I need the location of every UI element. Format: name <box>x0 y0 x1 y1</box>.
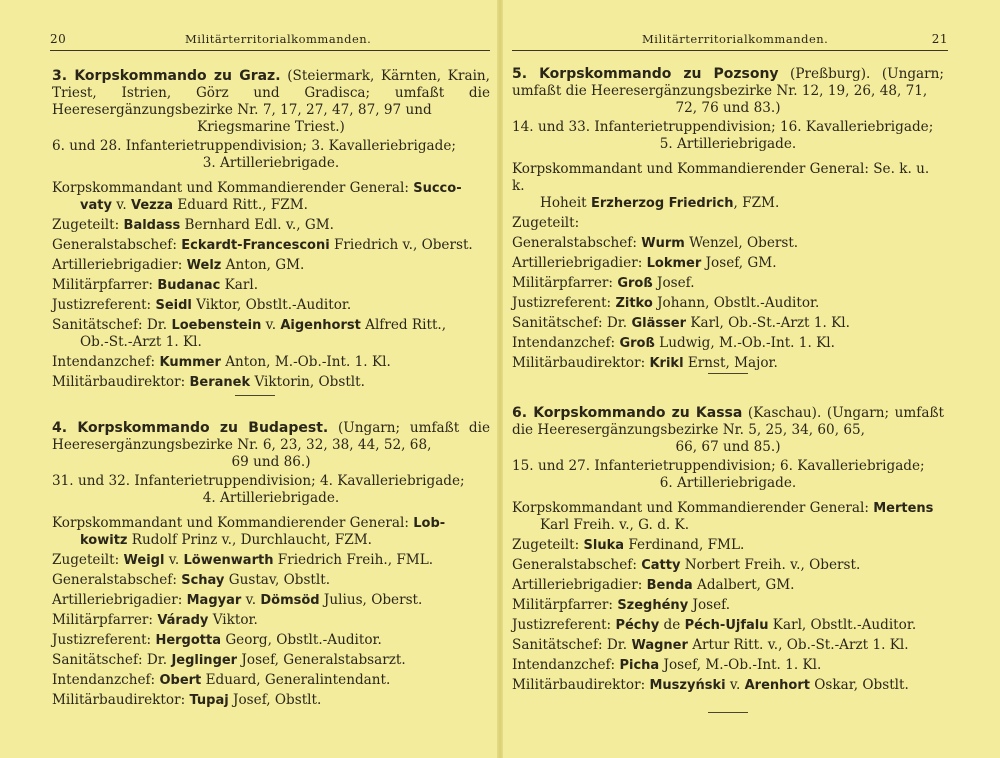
entry-name: Schay <box>181 573 225 588</box>
staff-entry <box>52 632 490 649</box>
staff-entry <box>52 237 490 254</box>
entry-name-second: Péch-Ujfalu <box>684 618 769 633</box>
staff-entry <box>512 617 944 634</box>
staff-entry <box>512 537 944 554</box>
entry-label: Artilleriebrigadier: <box>512 255 643 271</box>
entry-continuation: Ob.-St.-Arzt 1. Kl. <box>80 334 202 350</box>
commander-name: Lob- <box>413 516 446 531</box>
commander-name-part: vaty <box>80 198 112 213</box>
entry-detail: Artur Ritt. v., Ob.-St.-Arzt 1. Kl. <box>687 637 909 653</box>
commander <box>52 515 490 549</box>
commander-name: Mertens <box>873 501 934 516</box>
entry-detail-second: Oskar, Obstlt. <box>809 677 909 693</box>
commander-name: Succo- <box>413 181 462 196</box>
divisions: 14. und 33. Infanterietruppendivision; 16. Kavalleriebrigade; <box>512 119 934 135</box>
commander-line2 <box>52 197 308 213</box>
entry-name: Glässer <box>631 316 687 331</box>
staff-entry <box>52 257 490 274</box>
running-header: Militärterritorialkommanden. <box>185 32 372 46</box>
entry-detail: Georg, Obstlt.-Auditor. <box>221 632 382 648</box>
entry-detail: Josef. <box>688 597 731 613</box>
entry-detail-second: Friedrich Freih., FML. <box>273 552 434 568</box>
entry-label: Zugeteilt: <box>512 215 580 231</box>
section-title <box>52 420 490 454</box>
entry-label: Militärpfarrer: <box>512 275 613 291</box>
commander <box>52 180 490 214</box>
entry-detail: Anton, M.-Ob.-Int. 1. Kl. <box>220 354 391 370</box>
entry-label: Intendanzchef: <box>52 672 156 688</box>
section-graz <box>52 68 490 391</box>
staff-entry <box>512 215 944 232</box>
entry-detail: Ludwig, M.-Ob.-Int. 1. Kl. <box>654 335 835 351</box>
staff-entry <box>512 577 944 594</box>
entry-label: Sanitätschef: Dr. <box>512 315 628 331</box>
entry-name-second: Dömsöd <box>260 593 320 608</box>
section-title <box>52 68 490 119</box>
staff-entry <box>512 335 944 352</box>
section-heading: 6. Korpskommando zu Kassa <box>512 405 743 421</box>
entry-name: Hergotta <box>155 633 221 648</box>
staff-entry <box>52 297 490 314</box>
staff-entry <box>52 572 490 589</box>
entry-detail: Viktor, Obstlt.-Auditor. <box>191 297 352 313</box>
entry-detail: Karl, Ob.-St.-Arzt 1. Kl. <box>686 315 850 331</box>
entry-name: Picha <box>619 658 660 673</box>
entry-label: Intendanzchef: <box>512 657 616 673</box>
entry-detail: de <box>659 617 685 633</box>
commander-name: Erzherzog Friedrich <box>590 196 734 211</box>
entry-name: Kummer <box>159 355 221 370</box>
entry-label: Sanitätschef: Dr. <box>512 637 628 653</box>
staff-entry <box>52 652 490 669</box>
entry-label: Generalstabschef: <box>52 572 177 588</box>
section-description: (Steiermark, Kärnten, Krain, Triest, Istrien, Görz und Gradisca; umfaßt die Heeresergänzungsbezirke Nr. 7, 17, 27, 47, 87, 97 und <box>52 68 490 118</box>
entry-name: Szeghény <box>617 598 689 613</box>
commander-name-part: kowitz <box>80 533 128 548</box>
right-page-header <box>512 32 948 51</box>
staff-entry <box>512 255 944 272</box>
staff-entry <box>52 672 490 689</box>
entry-detail: Ferdinand, FML. <box>624 537 745 553</box>
entry-name: Eckardt-Francesconi <box>181 238 330 253</box>
commander-label: Korpskommandant und Kommandierender General: Se. k. u. k. <box>512 161 930 194</box>
commander-name-mid: v. <box>111 197 131 213</box>
section-description: (Ungarn; umfaßt die Heeresergänzungsbezirke Nr. 6, 23, 32, 38, 44, 52, 68, <box>52 420 490 453</box>
entry-name: Beranek <box>189 375 251 390</box>
entry-detail: Anton, GM. <box>221 257 305 273</box>
staff-entry <box>512 315 944 332</box>
staff-entry <box>512 235 944 252</box>
entry-label: Artilleriebrigadier: <box>52 257 183 273</box>
entry-label: Artilleriebrigadier: <box>512 577 643 593</box>
entry-detail: v. <box>164 552 184 568</box>
entry-detail: Josef. <box>652 275 695 291</box>
entry-detail: Viktorin, Obstlt. <box>250 374 365 390</box>
section-title-end: Kriegsmarine Triest.) <box>197 119 345 135</box>
entry-name-second: Aigenhorst <box>280 318 361 333</box>
entry-detail: Viktor. <box>208 612 258 628</box>
staff-entry <box>512 295 944 312</box>
divisions: 31. und 32. Infanterietruppendivision; 4. Kavalleriebrigade; <box>52 473 465 489</box>
entry-label: Militärpfarrer: <box>52 277 153 293</box>
section-heading: 4. Korpskommando zu Budapest. <box>52 420 329 436</box>
section-title-end: 66, 67 und 85.) <box>675 439 781 455</box>
section-kassa <box>512 405 944 694</box>
entries-list <box>52 217 490 391</box>
commander-line2: Karl Freih. v., G. d. K. <box>540 517 690 533</box>
section-description: (Kaschau). (Ungarn; umfaßt die Heeresergänzungsbezirke Nr. 5, 25, 34, 60, 65, <box>512 405 944 438</box>
entry-name-second: Arenhort <box>744 678 810 693</box>
section-heading: 5. Korpskommando zu Pozsony <box>512 66 779 82</box>
left-page-header <box>50 32 490 51</box>
staff-entry <box>52 552 490 569</box>
entry-name: Jeglinger <box>171 653 238 668</box>
entry-detail-second: Julius, Oberst. <box>319 592 423 608</box>
section-description: (Preßburg). (Ungarn; umfaßt die Heeresergänzungsbezirke Nr. 12, 19, 26, 48, 71, <box>512 66 944 99</box>
divisions: 15. und 27. Infanterietruppendivision; 6. Kavalleriebrigade; <box>512 458 925 474</box>
entry-name: Sluka <box>583 538 625 553</box>
entry-label: Militärbaudirektor: <box>52 692 186 708</box>
entry-name: Budanac <box>157 278 221 293</box>
section-heading: 3. Korpskommando zu Graz. <box>52 68 281 84</box>
staff-entry <box>512 637 944 654</box>
staff-entry <box>52 317 490 351</box>
entry-detail-second: Karl, Obstlt.-Auditor. <box>768 617 917 633</box>
entry-label: Militärbaudirektor: <box>512 677 646 693</box>
entry-label: Sanitätschef: Dr. <box>52 317 168 333</box>
section-budapest <box>52 420 490 709</box>
staff-entry <box>512 677 944 694</box>
entry-label: Intendanzchef: <box>52 354 156 370</box>
entry-name: Muszyński <box>649 678 726 693</box>
entry-name: Groß <box>617 276 653 291</box>
entries-list <box>52 552 490 709</box>
staff-entry <box>52 277 490 294</box>
entry-label: Generalstabschef: <box>512 235 637 251</box>
entry-name: Loebenstein <box>171 318 262 333</box>
staff-entry <box>52 692 490 709</box>
staff-entry <box>512 557 944 574</box>
staff-entry <box>512 275 944 292</box>
entry-label: Zugeteilt: <box>512 537 580 553</box>
commander-line2 <box>52 532 372 548</box>
entry-label: Zugeteilt: <box>52 552 120 568</box>
entry-name: Welz <box>186 258 222 273</box>
section-title-end: 69 und 86.) <box>231 454 311 470</box>
entry-label: Artilleriebrigadier: <box>52 592 183 608</box>
entry-detail: Friedrich v., Oberst. <box>329 237 473 253</box>
section-divider <box>235 395 275 396</box>
commander <box>512 161 944 212</box>
section-title <box>512 405 944 439</box>
entry-label: Generalstabschef: <box>512 557 637 573</box>
section-title <box>512 66 944 100</box>
entry-name: Obert <box>159 673 202 688</box>
entry-detail: v. <box>725 677 745 693</box>
staff-entry <box>52 612 490 629</box>
entry-label: Militärpfarrer: <box>512 597 613 613</box>
entry-label: Militärpfarrer: <box>52 612 153 628</box>
entry-name-second: Löwenwarth <box>183 553 274 568</box>
entry-name: Wagner <box>631 638 688 653</box>
entry-label: Generalstabschef: <box>52 237 177 253</box>
entry-detail: Karl. <box>220 277 259 293</box>
section-pozsony <box>512 66 944 372</box>
entry-detail: Josef, M.-Ob.-Int. 1. Kl. <box>659 657 822 673</box>
entry-label: Militärbaudirektor: <box>512 355 646 371</box>
entry-name: Magyar <box>186 593 242 608</box>
entry-name: Várady <box>157 613 209 628</box>
entry-label: Justizreferent: <box>512 617 612 633</box>
commander-name-part2: Vezza <box>130 198 174 213</box>
entry-detail: Norbert Freih. v., Oberst. <box>680 557 861 573</box>
entries-list <box>512 537 944 694</box>
entry-label: Justizreferent: <box>52 297 152 313</box>
entry-name: Tupaj <box>189 693 229 708</box>
entry-detail: v. <box>261 317 281 333</box>
staff-entry <box>52 354 490 371</box>
staff-entry <box>512 657 944 674</box>
divisions-end: 5. Artilleriebrigade. <box>659 136 797 152</box>
staff-entry <box>52 217 490 234</box>
divisions-end: 6. Artilleriebrigade. <box>659 475 797 491</box>
staff-entry <box>52 592 490 609</box>
entry-name: Baldass <box>123 218 181 233</box>
entry-label: Militärbaudirektor: <box>52 374 186 390</box>
entry-name: Péchy <box>615 618 660 633</box>
entry-detail: Bernhard Edl. v., GM. <box>180 217 334 233</box>
page-number: 20 <box>50 32 67 46</box>
entry-detail: Wenzel, Oberst. <box>684 235 799 251</box>
commander-title: Hoheit <box>540 195 591 211</box>
divisions-end: 3. Artilleriebrigade. <box>202 155 340 171</box>
section-divider <box>708 712 748 713</box>
entry-label: Intendanzchef: <box>512 335 616 351</box>
staff-entry <box>512 597 944 614</box>
entry-label: Justizreferent: <box>512 295 612 311</box>
entry-label: Sanitätschef: Dr. <box>52 652 168 668</box>
commander-line2 <box>512 195 779 211</box>
entry-name: Lokmer <box>646 256 702 271</box>
entry-detail: v. <box>241 592 261 608</box>
commander-rank: Rudolf Prinz v., Durchlaucht, FZM. <box>127 532 372 548</box>
entry-detail: Adalbert, GM. <box>692 577 795 593</box>
entry-detail: Josef, Obstlt. <box>228 692 322 708</box>
entry-name: Zitko <box>615 296 653 311</box>
entry-detail: Josef, GM. <box>701 255 777 271</box>
entries-list <box>512 215 944 372</box>
entry-detail-second: Alfred Ritt., <box>360 317 447 333</box>
entry-name: Seidl <box>155 298 192 313</box>
staff-entry <box>52 374 490 391</box>
commander-label: Korpskommandant und Kommandierender General: <box>52 180 409 196</box>
commander-label: Korpskommandant und Kommandierender General: <box>512 500 869 516</box>
entry-label: Zugeteilt: <box>52 217 120 233</box>
divisions: 6. und 28. Infanterietruppendivision; 3. Kavalleriebrigade; <box>52 138 456 154</box>
commander-rank: Eduard Ritt., FZM. <box>173 197 308 213</box>
entry-detail: Johann, Obstlt.-Auditor. <box>652 295 820 311</box>
entry-detail: Gustav, Obstlt. <box>224 572 331 588</box>
staff-entry <box>512 355 944 372</box>
entry-detail: Josef, Generalstabsarzt. <box>237 652 406 668</box>
right-page <box>500 0 1000 758</box>
entry-detail: Eduard, Generalintendant. <box>201 672 391 688</box>
running-header: Militärterritorialkommanden. <box>642 32 829 46</box>
page-number: 21 <box>931 32 948 46</box>
commander-rank: , FZM. <box>733 195 780 211</box>
section-title-end: 72, 76 und 83.) <box>675 100 781 116</box>
entry-name: Benda <box>646 578 693 593</box>
entry-detail: Ernst, Major. <box>683 355 778 371</box>
entry-name: Catty <box>641 558 681 573</box>
section-divider <box>708 373 748 374</box>
commander-label: Korpskommandant und Kommandierender General: <box>52 515 409 531</box>
entry-name: Groß <box>619 336 655 351</box>
commander <box>512 500 944 534</box>
entry-name: Krikl <box>649 356 684 371</box>
divisions-end: 4. Artilleriebrigade. <box>202 490 340 506</box>
entry-name: Weigl <box>123 553 165 568</box>
entry-label: Justizreferent: <box>52 632 152 648</box>
entry-name: Wurm <box>641 236 685 251</box>
